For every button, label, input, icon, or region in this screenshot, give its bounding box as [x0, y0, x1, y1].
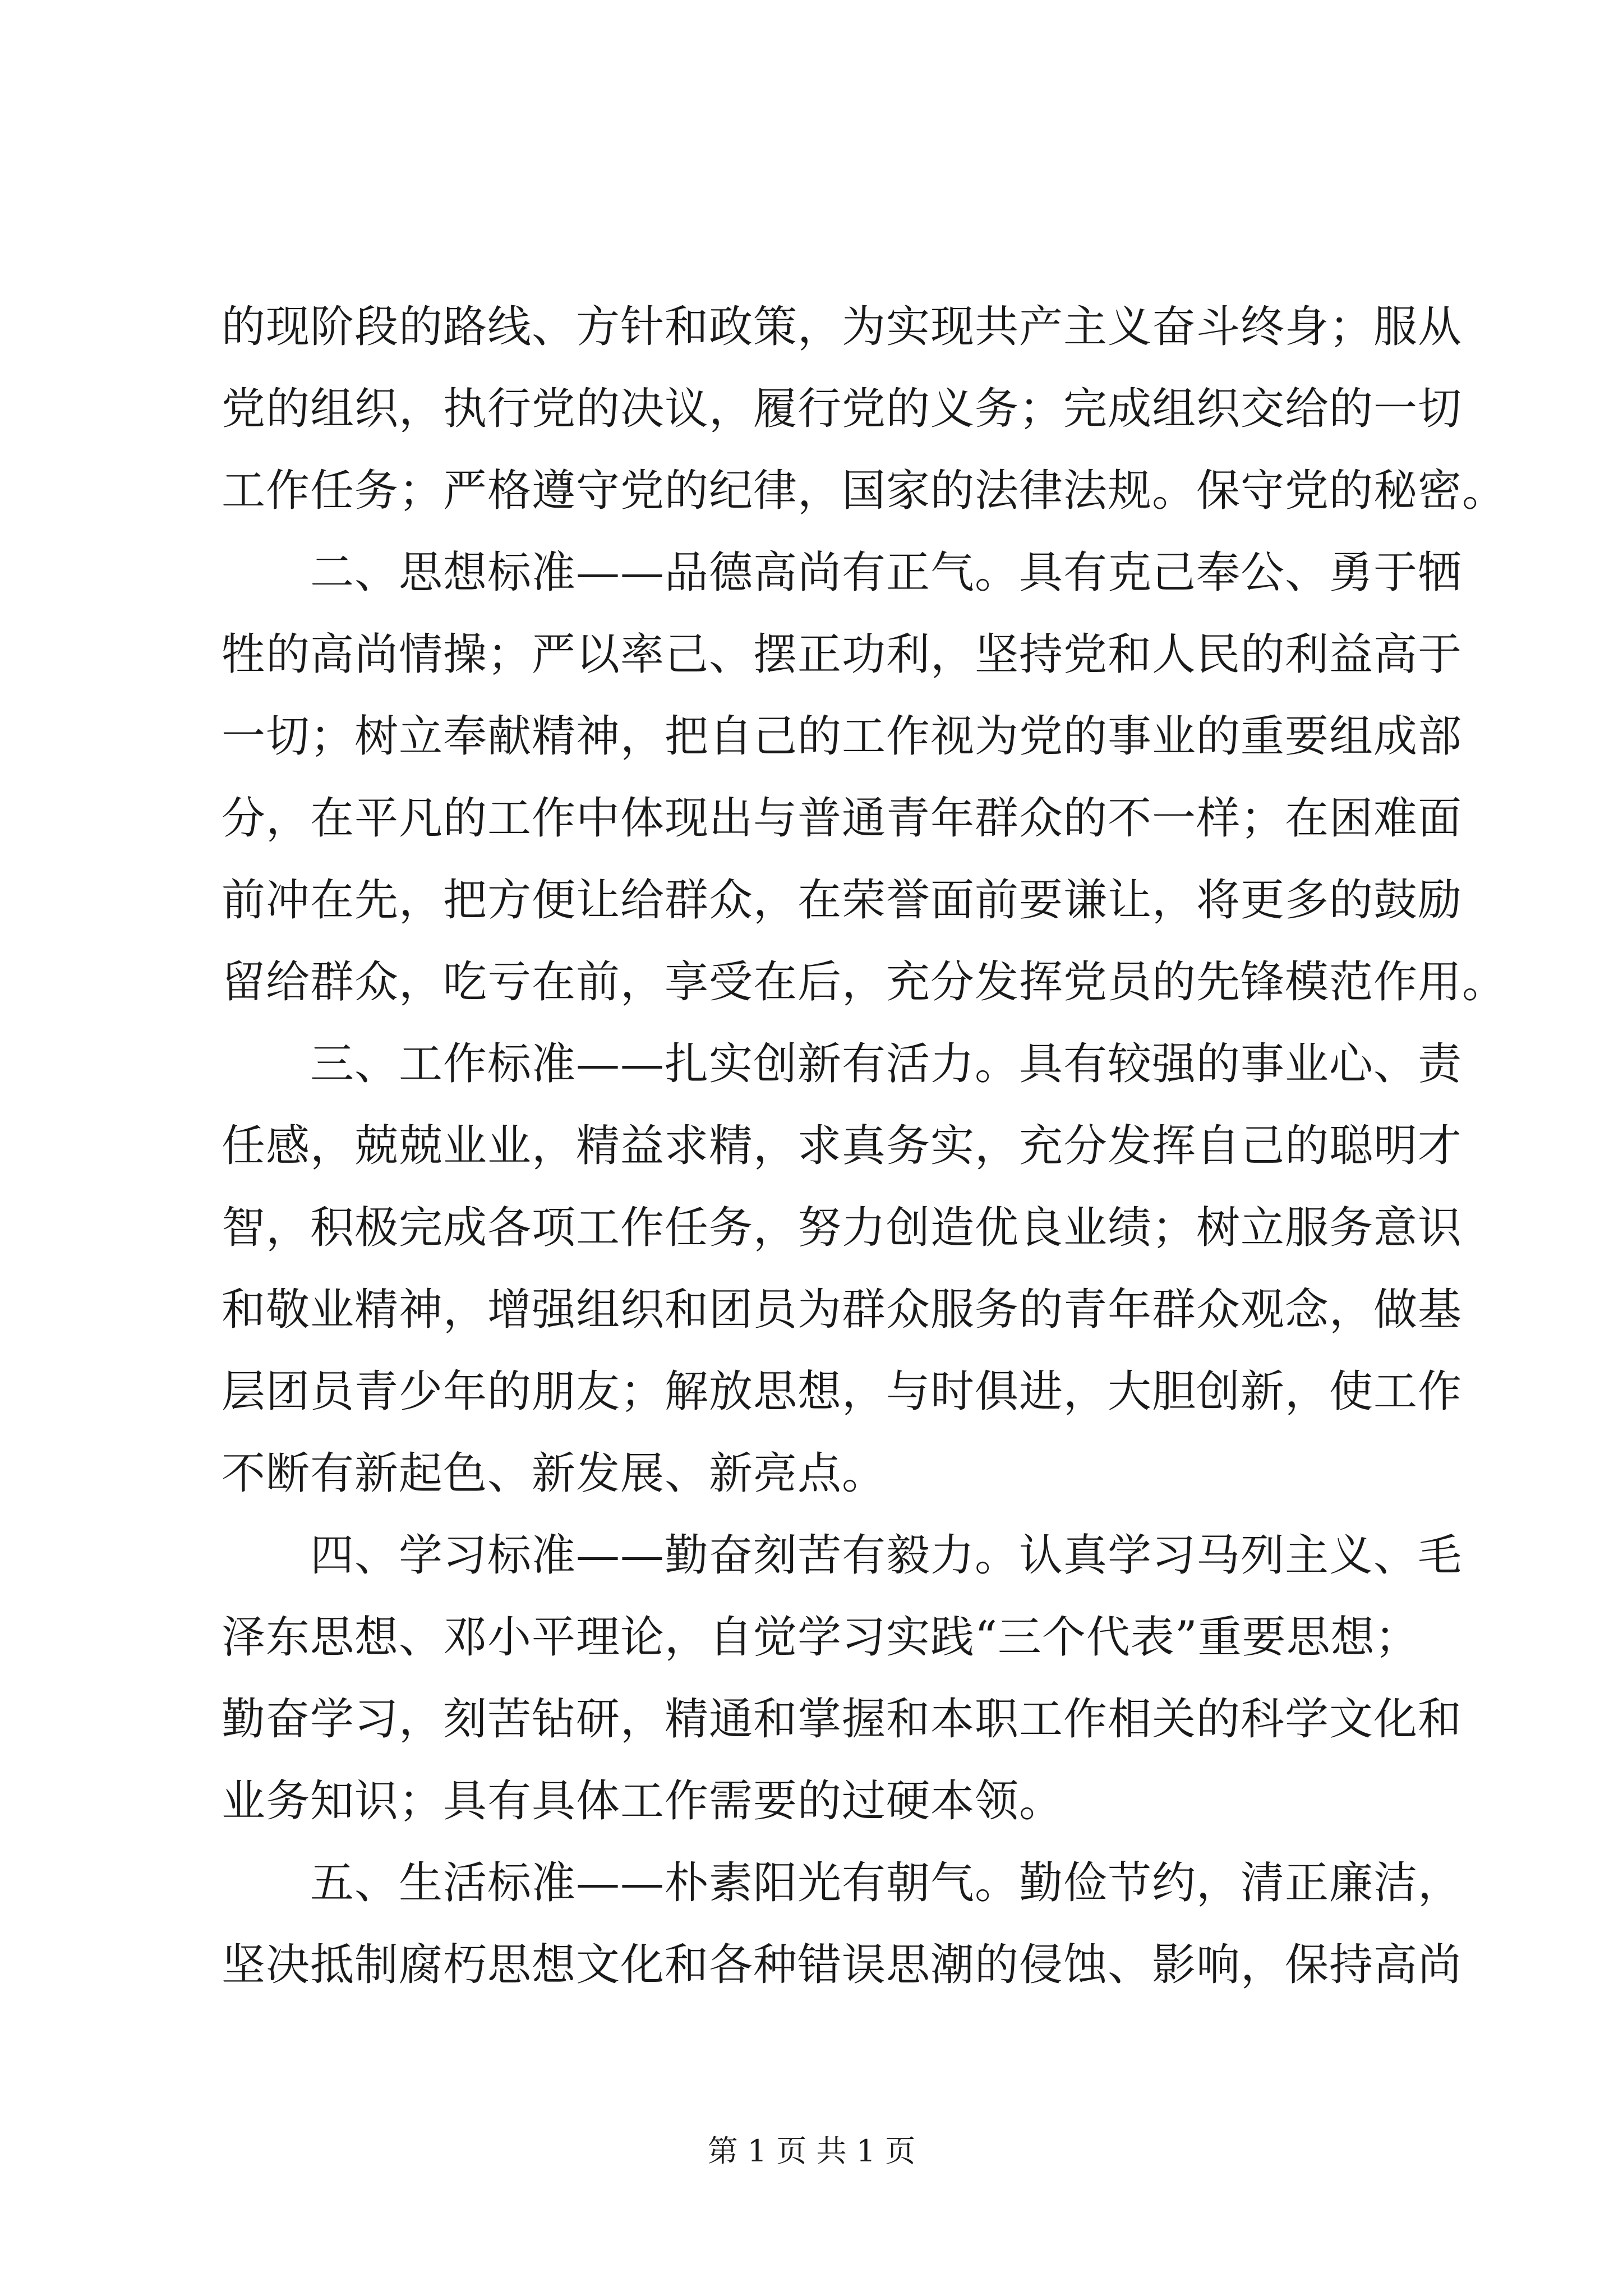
text-line: 一切；树立奉献精神，把自己的工作视为党的事业的重要组成部 — [222, 711, 1463, 762]
text-line: 牲的高尚情操；严以率己、摆正功利，坚持党和人民的利益高于 — [222, 629, 1463, 680]
text-line: 和敬业精神，增强组织和团员为群众服务的青年群众观念，做基 — [222, 1285, 1463, 1335]
text-line: 业务知识；具有具体工作需要的过硬本领。 — [222, 1776, 1064, 1826]
text-line: 的现阶段的路线、方针和政策，为实现共产主义奋斗终身；服从 — [222, 302, 1463, 352]
document-body — [222, 286, 1507, 2006]
text-line: 坚决抵制腐朽思想文化和各种错误思潮的侵蚀、影响，保持高尚 — [222, 1940, 1463, 1990]
text-line: 党的组织，执行党的决议，履行党的义务；完成组织交给的一切 — [222, 384, 1463, 434]
text-line: 四、学习标准——勤奋刻苦有毅力。认真学习马列主义、毛 — [222, 1530, 1463, 1581]
text-line: 五、生活标准——朴素阳光有朝气。勤俭节约，清正廉洁， — [222, 1858, 1463, 1908]
text-line: 留给群众，吃亏在前，享受在后，充分发挥党员的先锋模范作用。 — [222, 957, 1507, 1007]
text-line: 前冲在先，把方便让给群众，在荣誉面前要谦让，将更多的鼓励 — [222, 875, 1463, 926]
text-line: 二、思想标准——品德高尚有正气。具有克己奉公、勇于牺 — [222, 547, 1463, 598]
text-line: 层团员青少年的朋友；解放思想，与时俱进，大胆创新，使工作 — [222, 1366, 1463, 1417]
text-line: 工作任务；严格遵守党的纪律，国家的法律法规。保守党的秘密。 — [222, 466, 1507, 516]
text-line: 任感，兢兢业业，精益求精，求真务实，充分发挥自己的聪明才 — [222, 1121, 1463, 1171]
text-line: 三、工作标准——扎实创新有活力。具有较强的事业心、责 — [222, 1039, 1463, 1089]
text-line: 泽东思想、邓小平理论，自觉学习实践“三个代表”重要思想； — [222, 1612, 1419, 1663]
page-footer: 第 1 页 共 1 页 — [707, 2133, 916, 2169]
text-line: 勤奋学习，刻苦钻研，精通和掌握和本职工作相关的科学文化和 — [222, 1694, 1463, 1745]
text-line: 智，积极完成各项工作任务，努力创造优良业绩；树立服务意识 — [222, 1203, 1463, 1253]
text-line: 不断有新起色、新发展、新亮点。 — [222, 1448, 887, 1499]
text-line: 分，在平凡的工作中体现出与普通青年群众的不一样；在困难面 — [222, 793, 1463, 844]
